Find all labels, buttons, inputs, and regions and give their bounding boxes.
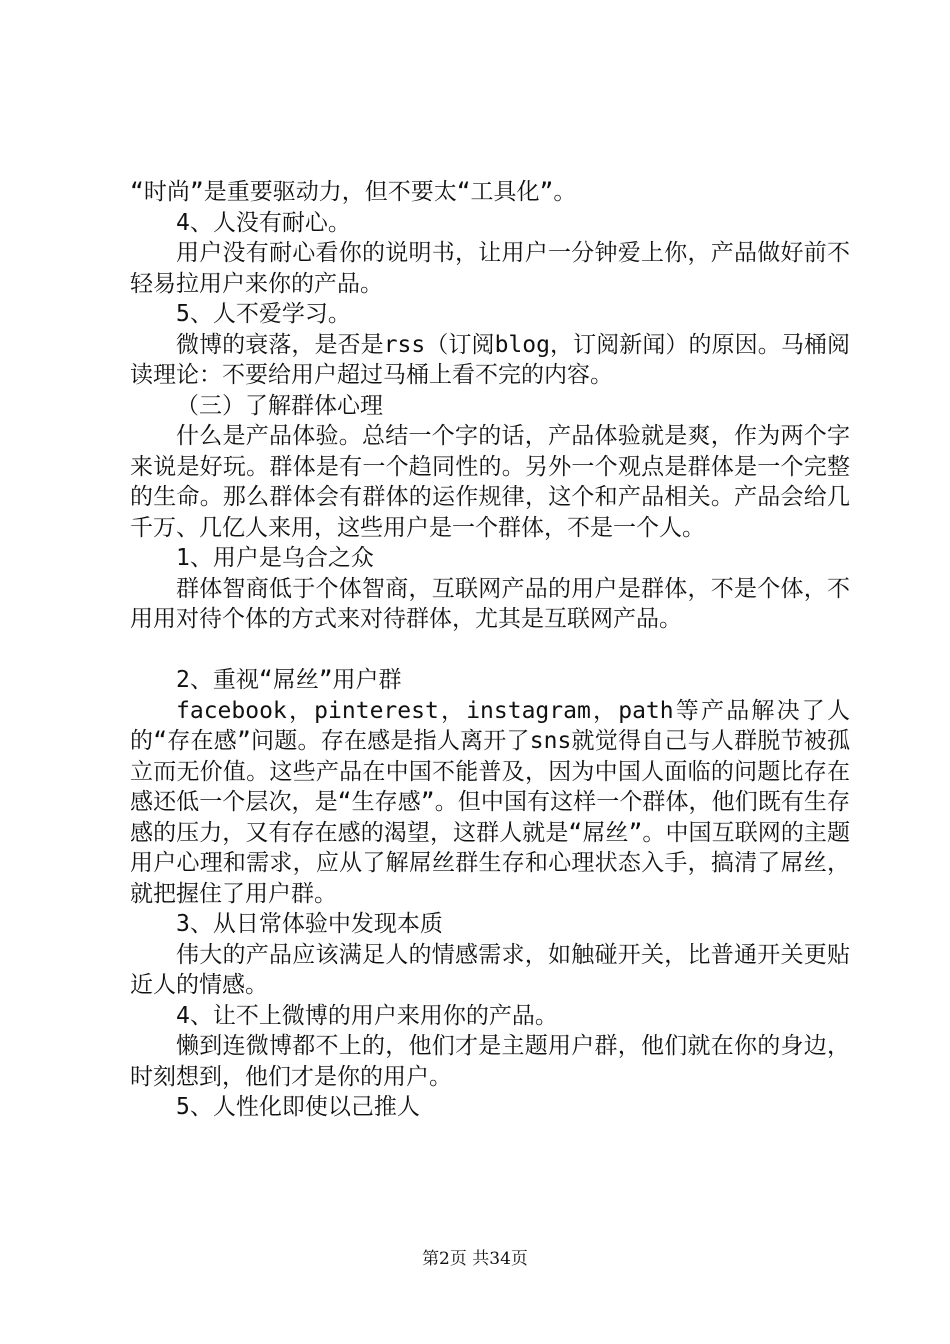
paragraph: 群体智商低于个体智商，互联网产品的用户是群体，不是个体，不用用对待个体的方式来对待群体，尤其是互联网产品。 xyxy=(130,575,850,632)
paragraph: 懒到连微博都不上的，他们才是主题用户群，他们就在你的身边，时刻想到，他们才是你的用户。 xyxy=(130,1033,850,1090)
document-body xyxy=(130,177,850,1123)
page-number-footer: 第2页 共34页 xyxy=(422,1249,528,1269)
blank-line xyxy=(130,635,850,666)
paragraph: 什么是产品体验。总结一个字的话，产品体验就是爽，作为两个字来说是好玩。群体是有一个趋同性的。另外一个观点是群体是一个完整的生命。那么群体会有群体的运作规律，这个和产品相关。产品会给几千万、几亿人来用，这些用户是一个群体，不是一个人。 xyxy=(130,423,850,541)
paragraph: （三）了解群体心理 xyxy=(176,392,383,419)
paragraph: 用户没有耐心看你的说明书，让用户一分钟爱上你，产品做好前不轻易拉用户来你的产品。 xyxy=(130,240,850,297)
paragraph: 2、重视“屌丝”用户群 xyxy=(176,667,402,693)
paragraph: 4、人没有耐心。 xyxy=(176,209,351,236)
paragraph: facebook，pinterest，instagram，path等产品解决了人的“存在感”问题。存在感是指人离开了sns就觉得自己与人群脱节被孤立而无价值。这些产品在中国不能普及，因为中国人面临的问题比存在感还低一个层次，是“生存感”。但中国有这样一个群体，他们既有生存感的压力，又有存在感的渴望，这群人就是“屌丝”。中国互联网的主题用户心理和需求，应从了解屌丝群生存和心理状态入手，搞清了屌丝，就把握住了用户群。 xyxy=(130,697,850,907)
paragraph: 微博的衰落，是否是rss（订阅blog，订阅新闻）的原因。马桶阅读理论：不要给用户超过马桶上看不完的内容。 xyxy=(130,331,850,388)
paragraph: 1、用户是乌合之众 xyxy=(176,545,374,571)
paragraph: 5、人性化即使以己推人 xyxy=(176,1094,420,1120)
paragraph: 5、人不爱学习。 xyxy=(176,301,351,327)
paragraph: 3、从日常体验中发现本质 xyxy=(176,911,443,937)
paragraph: “时尚”是重要驱动力，但不要太“工具化”。 xyxy=(130,179,577,205)
paragraph: 4、让不上微博的用户来用你的产品。 xyxy=(176,1002,558,1029)
paragraph: 伟大的产品应该满足人的情感需求，如触碰开关，比普通开关更贴近人的情感。 xyxy=(130,941,850,998)
